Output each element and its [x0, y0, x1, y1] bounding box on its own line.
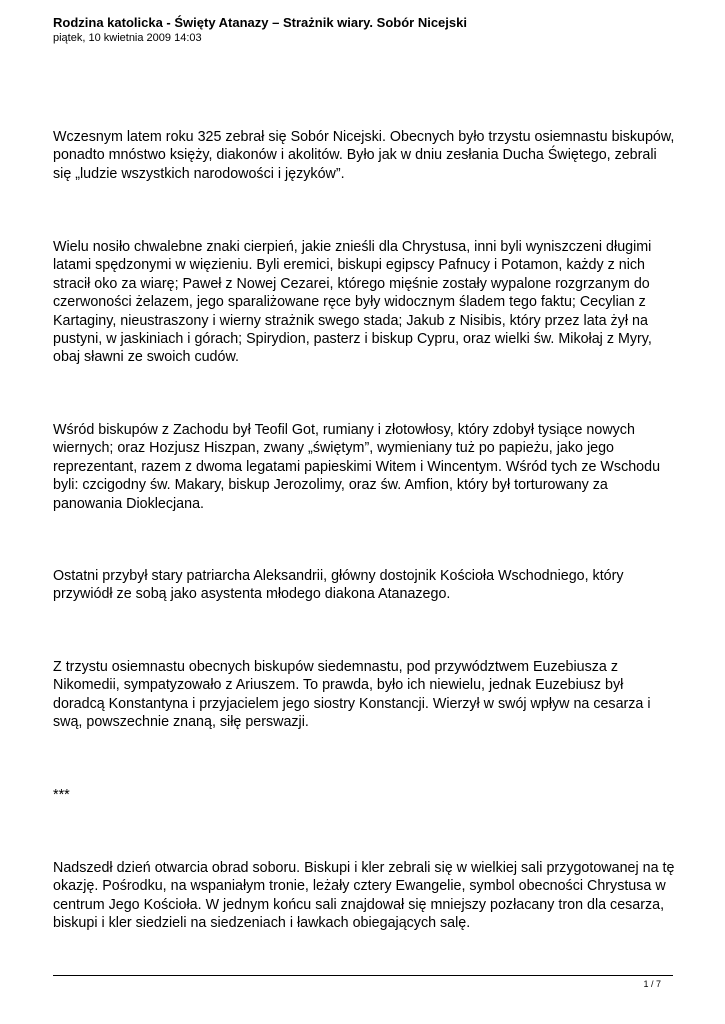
- document-title: Rodzina katolicka - Święty Atanazy – Strażnik wiary. Sobór Nicejski: [53, 15, 467, 30]
- paragraph-2: Wielu nosiło chwalebne znaki cierpień, jakie znieśli dla Chrystusa, inni byli wyniszczeni długimi latami spędzonymi w więzieniu. Byli eremici, biskupi egipscy Pafnucy i Potamon, każdy z nich stracił oko za wiarę; Paweł z Nowej Cezarei, którego mięśnie zostały wypalone rozgrzanym do czerwoności żelazem, jego sparaliżowane ręce były widocznym śladem tego faktu; Cecylian z Kartaginy, nieustraszony i wierny strażnik swego stada; Jakub z Nisibis, który przez lata żył na pustyni, w jaskiniach i górach; Spirydion, pasterz i biskup Cypru, oraz wielki św. Mikołaj z Myry, obaj sławni ze swoich cudów.: [53, 239, 652, 366]
- document-date: piątek, 10 kwietnia 2009 14:03: [53, 32, 202, 44]
- paragraph-6: Nadszedł dzień otwarcia obrad soboru. Biskupi i kler zebrali się w wielkiej sali przygotowanej na tę okazję. Pośrodku, na wspaniałym tronie, leżały cztery Ewangelie, symbol obecności Chrystusa w centrum Jego Kościoła. W jednym końcu sali znajdował się mniejszy pozłacany tron dla cesarza, biskupi i kler siedzieli na siedzeniach i ławkach obiegających salę.: [53, 860, 675, 932]
- footer-divider: [53, 975, 673, 976]
- page-number: 1 / 7: [643, 979, 661, 989]
- paragraph-3: Wśród biskupów z Zachodu był Teofil Got, rumiany i złotowłosy, który zdobył tysiące nowych wiernych; oraz Hozjusz Hiszpan, zwany „świętym”, wymieniany tuż po papieżu, jako jego reprezentant, razem z dwoma legatami papieskimi Witem i Wincentym. Wśród tych ze Wschodu byli: czcigodny św. Makary, biskup Jerozolimy, oraz św. Amfion, który był torturowany za panowania Dioklecjana.: [53, 422, 661, 512]
- document-header: [53, 14, 673, 46]
- paragraph-1: Wczesnym latem roku 325 zebrał się Sobór Nicejski. Obecnych było trzystu osiemnastu biskupów, ponadto mnóstwo księży, diakonów i akolitów. Było jak w dniu zesłania Ducha Świętego, zebrali się „ludzie wszystkich narodowości i języków”.: [53, 129, 675, 182]
- paragraph-5: Z trzystu osiemnastu obecnych biskupów siedemnastu, pod przywództwem Euzebiusza z Nikomedii, sympatyzowało z Ariuszem. To prawda, było ich niewielu, jednak Euzebiusz był doradcą Konstantyna i przyjacielem jego siostry Konstancji. Wierzył w swój wpływ na cesarza i swą, powszechnie znaną, siłę perswazji.: [53, 659, 651, 731]
- section-separator-stars: ***: [53, 787, 70, 803]
- paragraph-4: Ostatni przybył stary patriarcha Aleksandrii, główny dostojnik Kościoła Wschodniego, który przywiódł ze sobą jako asystenta młodego diakona Atanazego.: [53, 568, 624, 603]
